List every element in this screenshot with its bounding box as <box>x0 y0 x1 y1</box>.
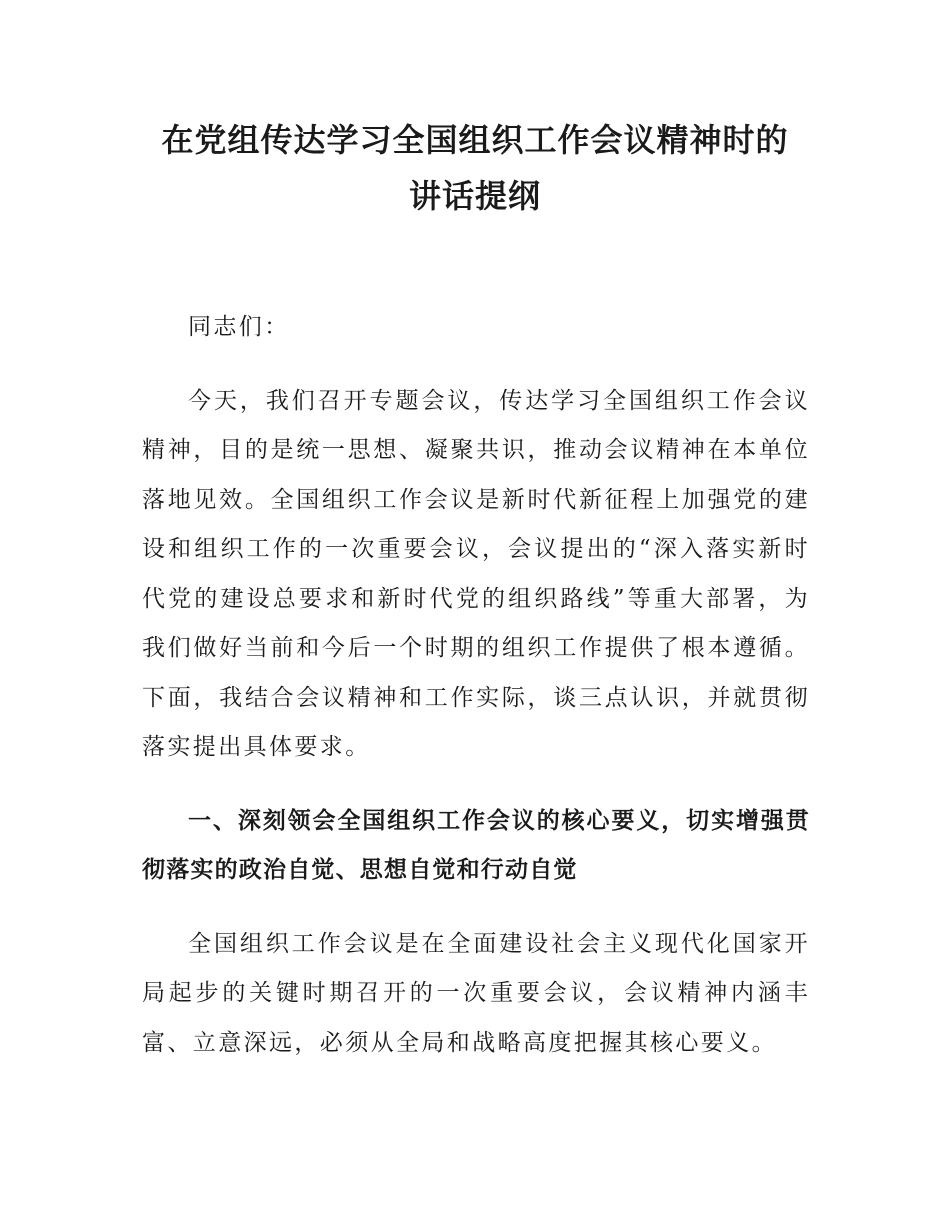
document-title <box>100 112 850 224</box>
section-1-heading: 一、深刻领会全国组织工作会议的核心要义，切实增强贯彻落实的政治自觉、思想自觉和行动自觉 <box>142 807 810 883</box>
section-1-paragraph: 全国组织工作会议是在全面建设社会主义现代化国家开局起步的关键时期召开的一次重要会议，会议精神内涵丰富、立意深远，必须从全局和战略高度把握其核心要义。 <box>142 930 810 1056</box>
intro-paragraph: 今天，我们召开专题会议，传达学习全国组织工作会议精神，目的是统一思想、凝聚共识，推动会议精神在本单位落地见效。全国组织工作会议是新时代新征程上加强党的建设和组织工作的一次重要会议，会议提出的“深入落实新时代党的建设总要求和新时代党的组织路线”等重大部署，为我们做好当前和今后一个时期的组织工作提供了根本遵循。下面，我结合会议精神和工作实际，谈三点认识，并就贯彻落实提出具体要求。 <box>142 387 810 760</box>
title-line-2: 讲话提纲 <box>408 177 541 215</box>
salutation: 同志们： <box>188 314 290 340</box>
document-body <box>142 303 810 1092</box>
title-line-1: 在党组传达学习全国组织工作会议精神时的 <box>161 121 789 159</box>
